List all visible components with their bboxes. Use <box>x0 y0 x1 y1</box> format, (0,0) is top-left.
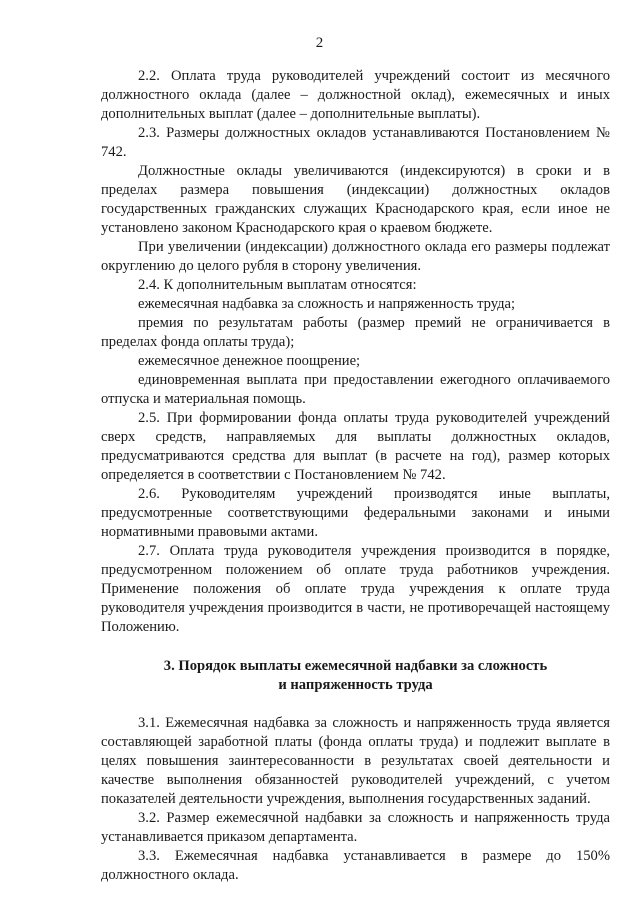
paragraph-2-4: 2.4. К дополнительным выплатам относятся: <box>138 277 417 293</box>
paragraph-indexation: Должностные оклады увеличиваются (индексируются) в сроки и в пределах размера повышения (индексации) должностных окладов государственных гражданских служащих Краснодарского края, если иное не установлено законом Краснодарского края о краевом бюджете. <box>101 163 610 236</box>
page-number: 2 <box>315 35 324 51</box>
paragraph-3-2: 3.2. Размер ежемесячной надбавки за сложность и напряженность труда устанавливается приказом департамента. <box>101 810 610 845</box>
list-item-performance-premium: премия по результатам работы (размер премий не ограничивается в пределах фонда оплаты труда); <box>101 315 610 350</box>
paragraph-2-3: 2.3. Размеры должностных окладов устанавливаются Постановлением № 742. <box>101 125 610 160</box>
paragraph-2-6: 2.6. Руководителям учреждений производятся иные выплаты, предусмотренные соответствующими федеральными законами и иными нормативными правовыми актами. <box>101 486 610 540</box>
section-3 <box>101 714 610 885</box>
list-item-complexity-bonus: ежемесячная надбавка за сложность и напряженность труда; <box>138 296 516 312</box>
section-3-title-line-1: 3. Порядок выплаты ежемесячной надбавки за сложность <box>163 658 548 674</box>
paragraph-2-7: 2.7. Оплата труда руководителя учреждения производится в порядке, предусмотренном положением об оплате труда работников учреждения. Применение положения об оплате труда учреждения к оплате труда руководителя учреждения производится в части, не противоречащей настоящему Положению. <box>101 543 610 635</box>
paragraph-2-2: 2.2. Оплата труда руководителей учреждений состоит из месячного должностного оклада (далее – должностной оклад), ежемесячных и иных дополнительных выплат (далее – дополнительные выплаты). <box>101 68 610 122</box>
list-item-monthly-incentive: ежемесячное денежное поощрение; <box>138 353 361 369</box>
paragraph-3-1: 3.1. Ежемесячная надбавка за сложность и напряженность труда является составляющей заработной платы (фонда оплаты труда) и подлежит выплате в целях повышения заинтересованности в результатах своей деятельности и качестве выполнения обязанностей руководителей учреждений, с учетом показателей деятельности учреждения, выполнения государственных заданий. <box>101 715 610 807</box>
section-3-title <box>101 657 610 695</box>
paragraph-rounding: При увеличении (индексации) должностного оклада его размеры подлежат округлению до целого рубля в сторону увеличения. <box>101 239 610 274</box>
section-3-title-line-2: и напряженность труда <box>278 677 433 693</box>
paragraph-2-5: 2.5. При формировании фонда оплаты труда руководителей учреждений сверх средств, направляемых для выплаты должностных окладов, предусматриваются средства для выплат (в расчете на год), размер которых определяется в соответствии с Постановлением № 742. <box>101 410 610 483</box>
paragraph-3-3: 3.3. Ежемесячная надбавка устанавливается в размере до 150% должностного оклада. <box>101 848 610 883</box>
section-2-continued <box>101 67 610 637</box>
list-item-one-time-payment: единовременная выплата при предоставлении ежегодного оплачиваемого отпуска и материальная помощь. <box>101 372 610 407</box>
document-body <box>101 67 610 885</box>
